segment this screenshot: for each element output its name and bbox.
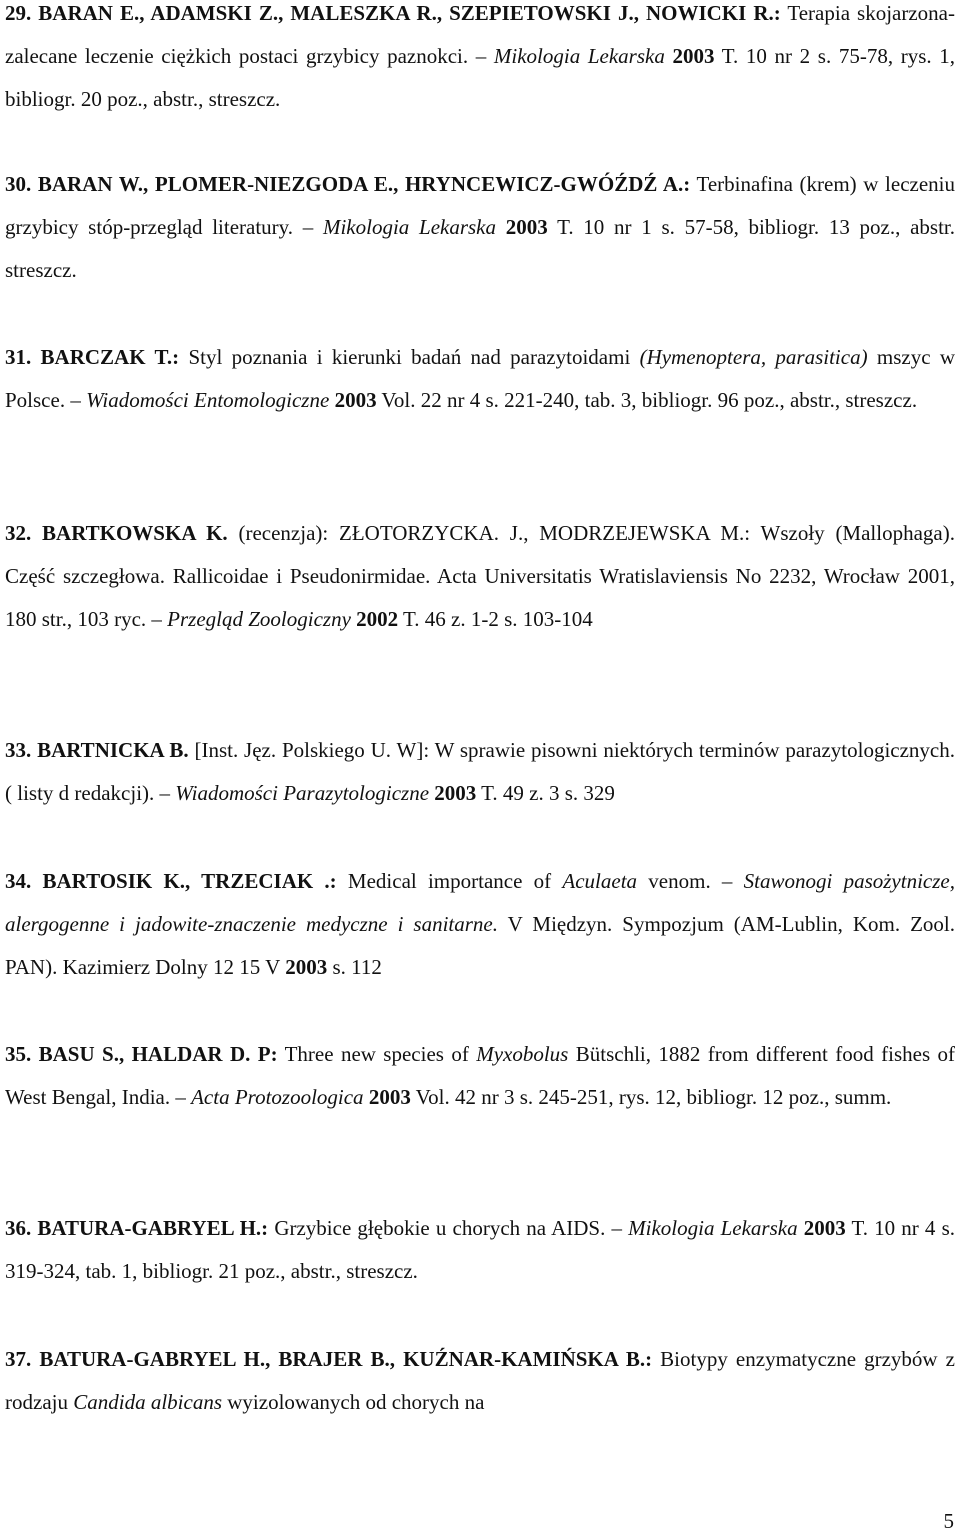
entry-text: venom. – bbox=[637, 869, 744, 893]
entry-text: Vol. 42 nr 3 s. 245-251, rys. 12, bibliogr. 12 poz., summ. bbox=[410, 1085, 892, 1109]
entry-text: T. 49 z. 3 s. 329 bbox=[476, 781, 615, 805]
entry-text: T. 10 nr 4 s. 319-324, tab. 1, bibliogr. 21 poz., abstr., streszcz. bbox=[5, 1216, 955, 1283]
entry-text: Biotypy enzymatyczne grzybów z rodzaju bbox=[5, 1347, 955, 1414]
entry-bold-text: 2003 bbox=[803, 1216, 846, 1240]
page-number: 5 bbox=[943, 1509, 954, 1533]
entry-text: Medical importance of bbox=[336, 869, 563, 893]
entry-italic-text: Wiadomości Parazytologiczne bbox=[175, 781, 430, 805]
entry-text bbox=[496, 215, 506, 239]
entry-text: V Międzyn. Sympozjum (AM-Lublin, Kom. Zool. PAN). Kazimierz Dolny 12 15 V bbox=[5, 912, 955, 979]
entry-text: Styl poznania i kierunki badań nad parazytoidami bbox=[179, 345, 640, 369]
entry-italic-text: (Hymenoptera, parasitica) bbox=[639, 345, 868, 369]
entry-bold-text: 2003 bbox=[285, 955, 328, 979]
entry-text: Three new species of bbox=[277, 1042, 477, 1066]
entry-text: wyizolowanych od chorych na bbox=[222, 1390, 485, 1414]
entry-bold-text: 34. BARTOSIK K., TRZECIAK .: bbox=[5, 869, 337, 893]
entry-text: T. 46 z. 1-2 s. 103-104 bbox=[398, 607, 593, 631]
bibliography-entry-34 bbox=[5, 860, 955, 989]
bibliography-entry-33 bbox=[5, 729, 955, 815]
entry-italic-text: Mikologia Lekarska bbox=[493, 44, 665, 68]
entry-bold-text: 2003 bbox=[505, 215, 548, 239]
entry-bold-text: 37. BATURA-GABRYEL H., BRAJER B., KUŹNAR-KAMIŃSKA B.: bbox=[5, 1347, 653, 1371]
bibliography-entry-31 bbox=[5, 336, 955, 422]
entry-bold-text: 29. BARAN E., ADAMSKI Z., MALESZKA R., SZEPIETOWSKI J., NOWICKI R.: bbox=[5, 1, 781, 25]
bibliography-entry-36 bbox=[5, 1207, 955, 1293]
entry-bold-text: 31. BARCZAK T.: bbox=[5, 345, 180, 369]
entry-italic-text: Wiadomości Entomologiczne bbox=[86, 388, 330, 412]
entry-bold-text: 36. BATURA-GABRYEL H.: bbox=[5, 1216, 269, 1240]
entry-bold-text: 2003 bbox=[334, 388, 377, 412]
entry-italic-text: Mikologia Lekarska bbox=[628, 1216, 798, 1240]
entry-bold-text: 2003 bbox=[434, 781, 477, 805]
entry-bold-text: 2003 bbox=[672, 44, 715, 68]
bibliography-entry-29 bbox=[5, 0, 955, 121]
entry-text: (recenzja): ZŁOTORZYCKA. J., MODRZEJEWSKA M.: Wszoły (Mallophaga). Część szczegłowa. Rallicoidae i Pseudonirmidae. Acta Universitatis Wratislaviensis No 2232, Wrocław 2001, 180 str., 103 ryc. – bbox=[5, 521, 955, 631]
entry-italic-text: Aculaeta bbox=[562, 869, 638, 893]
entry-italic-text: Myxobolus bbox=[476, 1042, 569, 1066]
entry-bold-text: 2003 bbox=[368, 1085, 411, 1109]
entry-text: Grzybice głębokie u chorych na AIDS. – bbox=[268, 1216, 629, 1240]
entry-text: Terapia skojarzona-zalecane leczenie ciężkich postaci grzybicy paznokci. – bbox=[5, 1, 955, 68]
entry-text: Bütschli, 1882 from different food fishes of West Bengal, India. – bbox=[5, 1042, 955, 1109]
bibliography-entry-32 bbox=[5, 512, 955, 641]
entry-text: [Inst. Jęz. Polskiego U. W]: W sprawie pisowni niektórych terminów parazytologicznych. ( listy d redakcji). – bbox=[5, 738, 955, 805]
entry-bold-text: 33. BARTNICKA B. bbox=[5, 738, 189, 762]
bibliography-entry-35 bbox=[5, 1033, 955, 1119]
entry-italic-text: Acta Protozoologica bbox=[191, 1085, 364, 1109]
entry-text: T. 10 nr 1 s. 57-58, bibliogr. 13 poz., abstr. streszcz. bbox=[5, 215, 956, 282]
entry-italic-text: Przegląd Zoologiczny bbox=[167, 607, 351, 631]
bibliography-entry-30 bbox=[5, 163, 955, 292]
bibliography-entry-37 bbox=[5, 1338, 955, 1424]
entry-bold-text: 2002 bbox=[356, 607, 399, 631]
entry-text: mszyc w Polsce. – bbox=[5, 345, 955, 412]
entry-italic-text: Candida albicans bbox=[73, 1390, 222, 1414]
entry-bold-text: 35. BASU S., HALDAR D. P: bbox=[5, 1042, 278, 1066]
entry-bold-text: 30. BARAN W., PLOMER-NIEZGODA E., HRYNCEWICZ-GWÓŹDŹ A.: bbox=[5, 172, 691, 196]
entry-text: Terbinafina (krem) w leczeniu grzybicy stóp-przegląd literatury. – bbox=[5, 172, 955, 239]
entry-text: Vol. 22 nr 4 s. 221-240, tab. 3, bibliogr. 96 poz., abstr., streszcz. bbox=[376, 388, 918, 412]
entry-text: s. 112 bbox=[327, 955, 382, 979]
entry-bold-text: 32. BARTKOWSKA K. bbox=[5, 521, 228, 545]
entry-italic-text: Stawonogi pasożytnicze, alergogenne i jadowite-znaczenie medyczne i sanitarne. bbox=[5, 869, 955, 936]
entry-italic-text: Mikologia Lekarska bbox=[322, 215, 497, 239]
entry-text: T. 10 nr 2 s. 75-78, rys. 1, bibliogr. 20 poz., abstr., streszcz. bbox=[5, 44, 955, 111]
